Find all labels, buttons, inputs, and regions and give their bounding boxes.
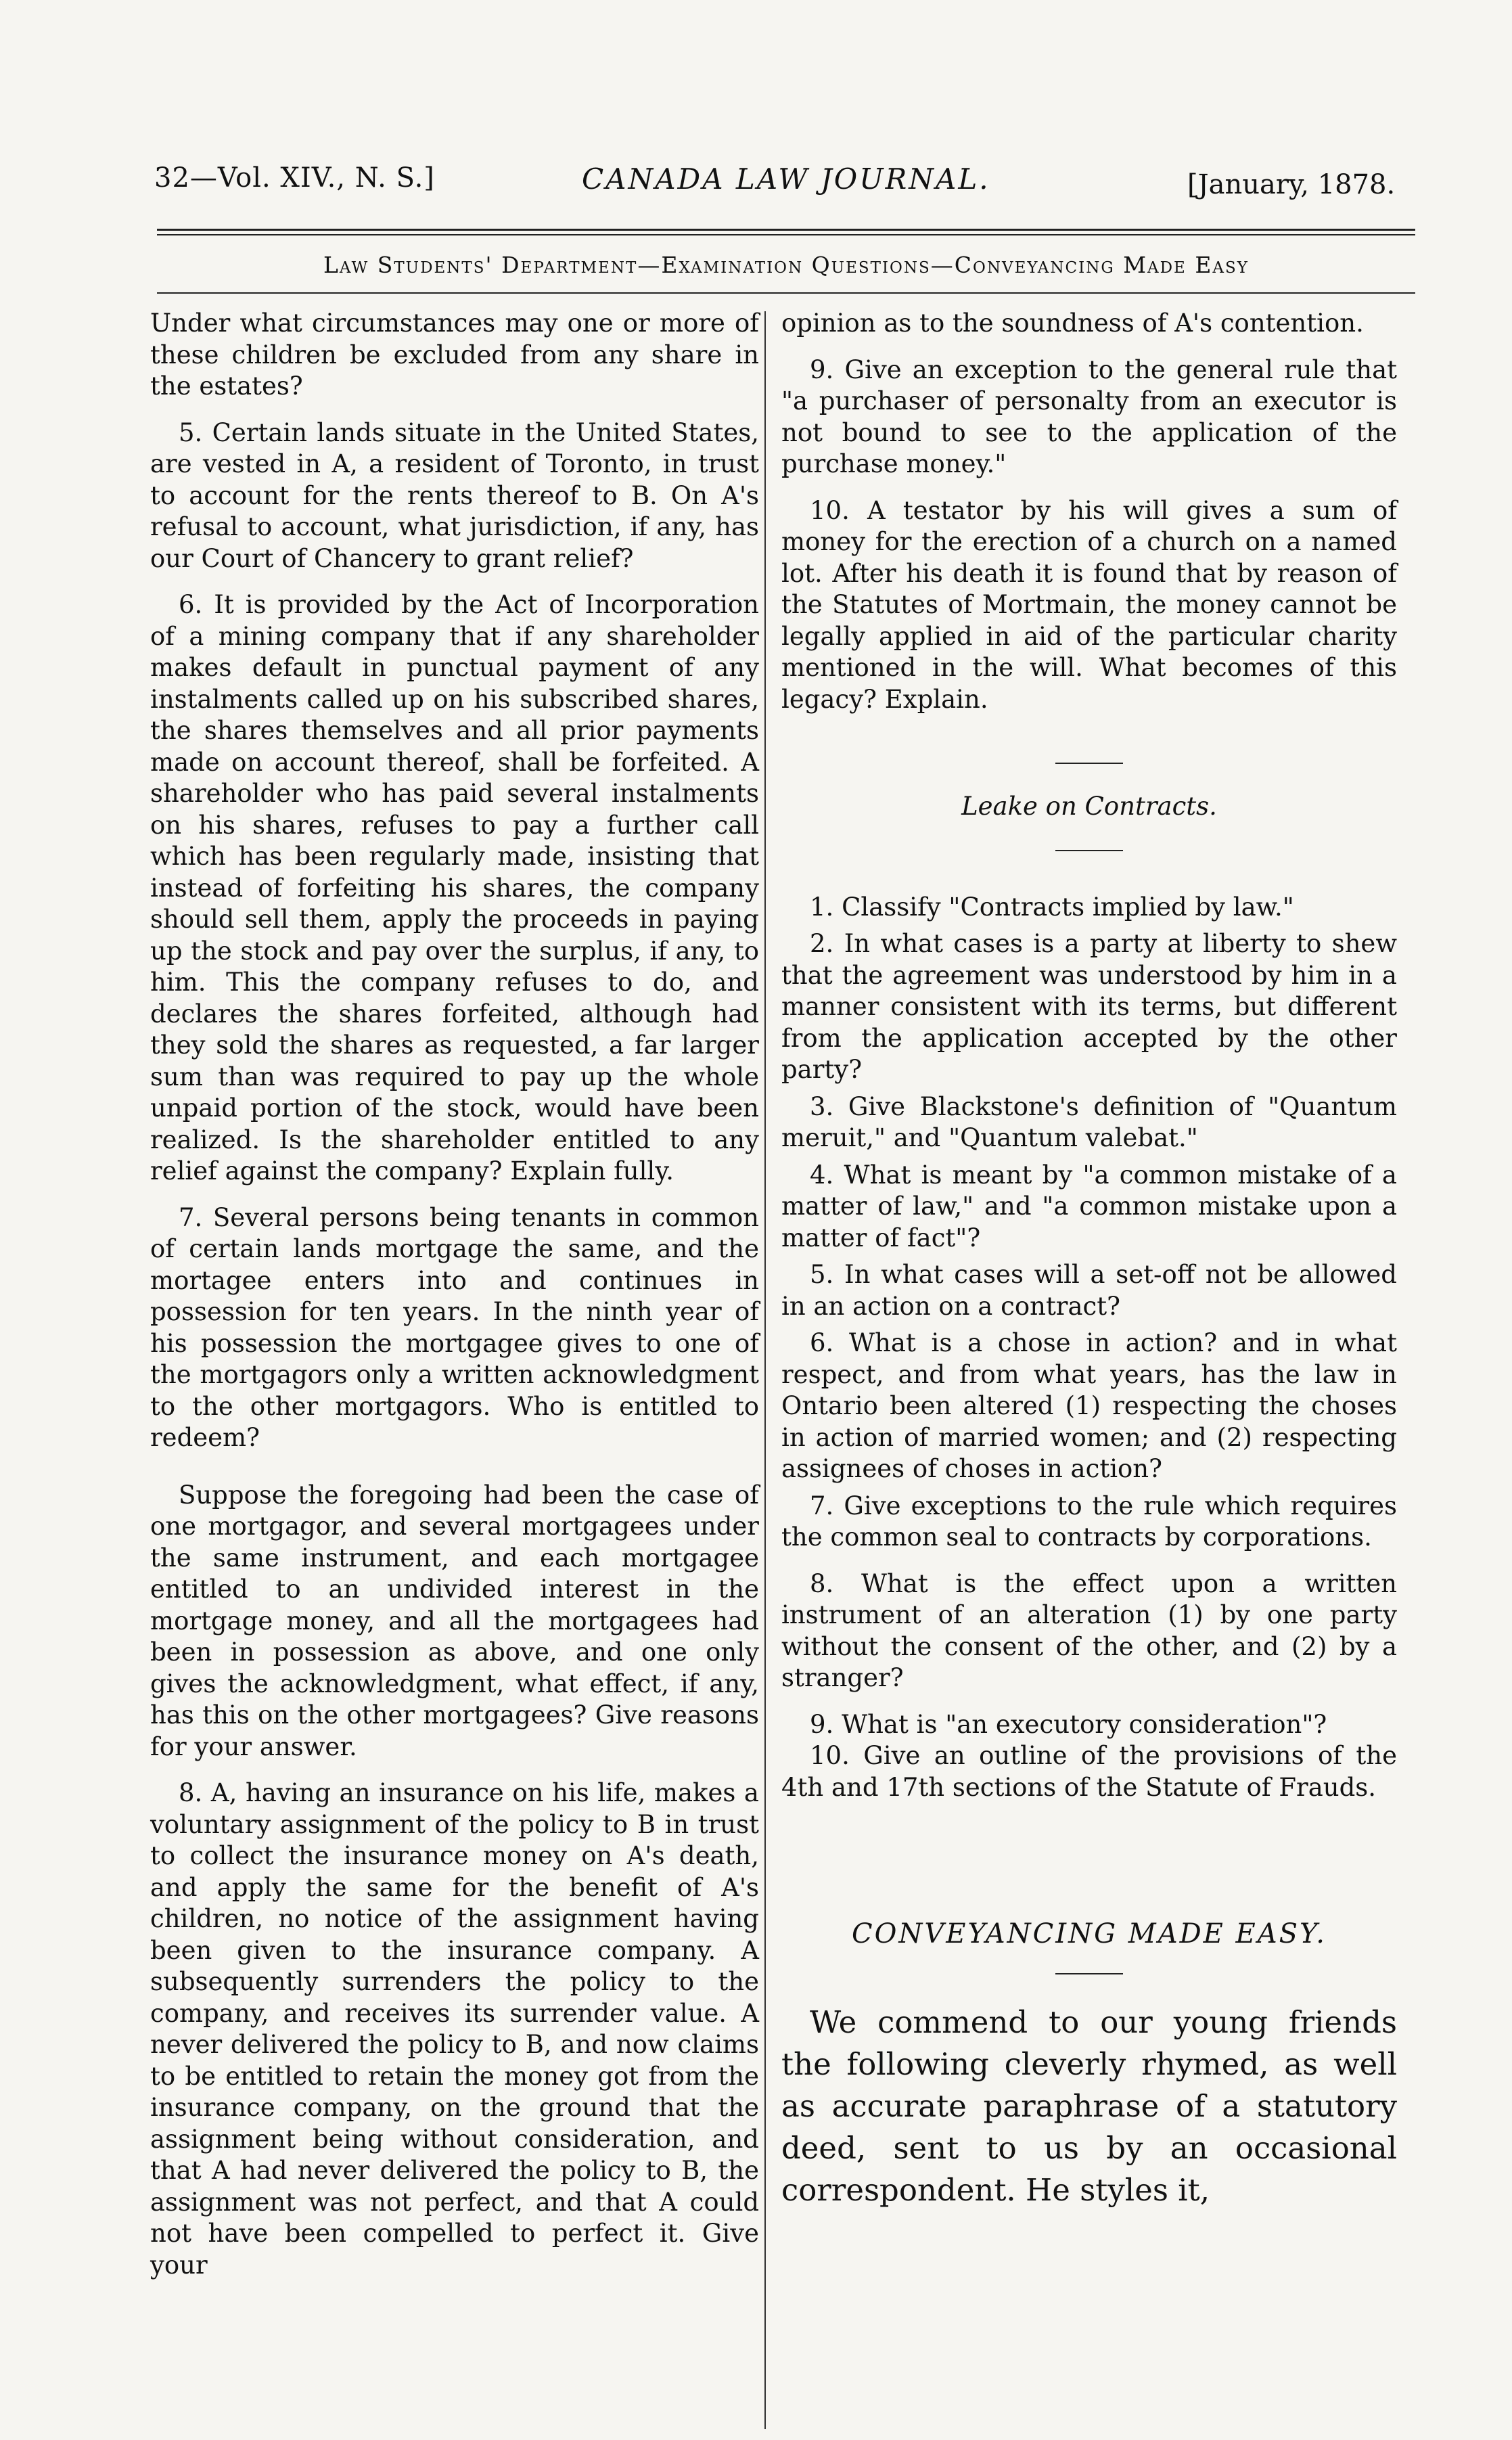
- question-8: 8. A, having an insurance on his life, makes a voluntary assignment of the policy to B in trust to collect the insurance money on A's death, and apply the same for the benefit of A's children, no notice of the assignment having been given to the insurance company. A subsequently surrenders the policy to the company, and receives its surrender value. A never delivered the policy to B, and now claims to be entitled to retain the money got from the insurance company, on the ground that the assignment being without consideration, and that A had never delivered the policy to B, the assignment was not perfect, and that A could not have been compelled to perfect it. Give your: [150, 1778, 759, 2280]
- leake-question-7: 7. Give exceptions to the rule which requires the common seal to contracts by corporations.: [781, 1491, 1397, 1552]
- journal-title: CANADA LAW JOURNAL.: [582, 162, 990, 196]
- question-8-continuation: opinion as to the soundness of A's contention.: [781, 309, 1364, 338]
- leake-question-8: 8. What is the effect upon a written instrument of an alteration (1) by one party without the consent of the other, and (2) by a stranger?: [781, 1568, 1397, 1692]
- leake-question-10: 10. Give an outline of the provisions of the 4th and 17th sections of the Statute of Frauds.: [781, 1741, 1397, 1802]
- conveyancing-intro: We commend to our young friends the following cleverly rhymed, as well as accurate paraphrase of a statutory deed, sent to us by an occasional correspondent. He styles it,: [781, 2004, 1397, 2208]
- running-head: Law Students' Department—Examination Questions—Conveyancing Made Easy: [323, 252, 1249, 278]
- leake-question-4: 4. What is meant by "a common mistake of a matter of law," and "a common mistake upon a matter of fact"?: [781, 1160, 1397, 1252]
- column-divider: [764, 311, 766, 2429]
- leake-question-9: 9. What is "an executory consideration"?: [810, 1709, 1327, 1739]
- question-5: 5. Certain lands situate in the United States, are vested in A, a resident of Toronto, in trust to account for the rents thereof to B. On A's refusal to account, what jurisdiction, if any, has our Court of Chancery to grant relief?: [150, 417, 759, 573]
- leake-question-1: 1. Classify "Contracts implied by law.": [810, 892, 1294, 922]
- question-continuation: Under what circumstances may one or more of these children be excluded from any share in the estates?: [150, 309, 759, 401]
- header-rule-top: [157, 229, 1415, 231]
- leake-question-5: 5. In what cases will a set-off not be allowed in an action on a contract?: [781, 1260, 1397, 1321]
- subhead-rule: [157, 292, 1415, 294]
- question-10: 10. A testator by his will gives a sum of money for the erection of a church on a named lot. After his death it is found that by reason of the Statutes of Mortmain, the money cannot be legally applied in aid of the particular charity mentioned in the will. What becomes of this legacy? Explain.: [781, 495, 1397, 714]
- question-7: 7. Several persons being tenants in common of certain lands mortgage the same, and the mortagee enters into and continues in possession for ten years. In the ninth year of his possession the mortgagee gives to one of the mortgagors only a written acknowledgment to the other mortgagors. Who is entitled to redeem?: [150, 1202, 759, 1452]
- issue-date: [January, 1878.: [1187, 169, 1396, 200]
- leake-question-3: 3. Give Blackstone's definition of "Quantum meruit," and "Quantum valebat.": [781, 1091, 1397, 1152]
- question-6: 6. It is provided by the Act of Incorporation of a mining company that if any shareholder makes default in punctual payment of any instalments called up on his subscribed shares, the shares themselves and all prior payments made on account thereof, shall be forfeited. A shareholder who has paid several instalments on his shares, refuses to pay a further call which has been regularly made, insisting that instead of forfeiting his shares, the company should sell them, apply the proceeds in paying up the stock and pay over the surplus, if any, to him. This the company refuses to do, and declares the shares forfeited, although had they sold the shares as requested, a far larger sum than was required to pay up the whole unpaid portion of the stock, would have been realized. Is the shareholder entitled to any relief against the company? Explain fully.: [150, 590, 759, 1185]
- leake-question-2: 2. In what cases is a party at liberty to shew that the agreement was understood by him in a manner consistent with its terms, but different from the application accepted by the other party?: [781, 929, 1397, 1084]
- header-rule-double: [157, 234, 1415, 235]
- page-number-volume: 32—Vol. XIV., N. S.]: [154, 162, 435, 194]
- question-7-supplement: Suppose the foregoing had been the case of one mortgagor, and several mortgagees under the same instrument, and each mortgagee entitled to an undivided interest in the mortgage money, and all the mortgagees had been in possession as above, and one only gives the acknowledgment, what effect, if any, has this on the other mortgagees? Give reasons for your answer.: [150, 1480, 759, 1761]
- conveyancing-title: CONVEYANCING MADE EASY.: [851, 1918, 1327, 1949]
- left-column: [150, 308, 759, 2281]
- question-9: 9. Give an exception to the general rule that "a purchaser of personalty from an executor is not bound to see to the application of the purchase money.": [781, 355, 1397, 478]
- leake-section-title: Leake on Contracts.: [961, 792, 1217, 821]
- leake-question-6: 6. What is a chose in action? and in what respect, and from what years, has the law in Ontario been altered (1) respecting the choses in action of married women; and (2) respecting assignees of choses in action?: [781, 1328, 1397, 1483]
- right-column: [781, 308, 1397, 2211]
